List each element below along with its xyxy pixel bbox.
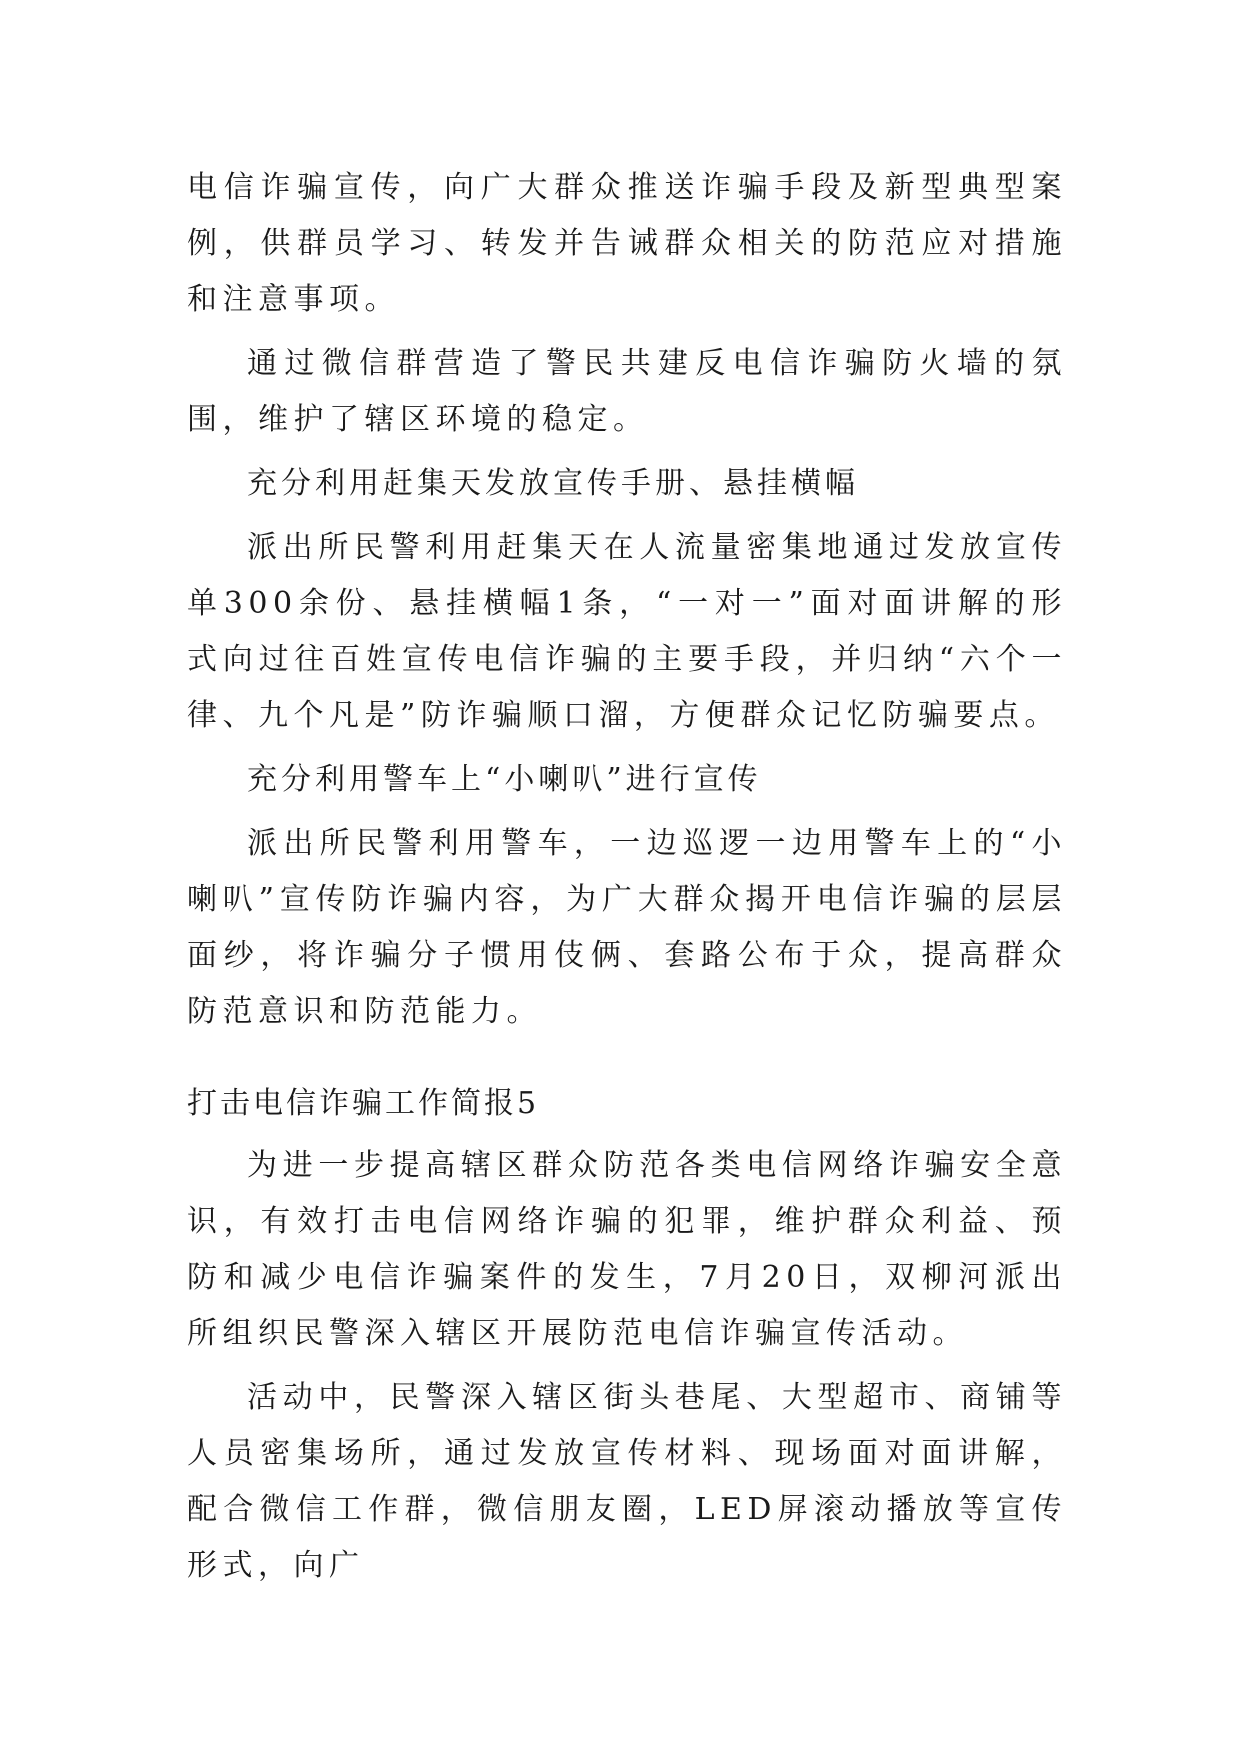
paragraph-wechat-group: 通过微信群营造了警民共建反电信诈骗防火墙的氛围，维护了辖区环境的稳定。	[187, 346, 1067, 437]
paragraph-market-day: 派出所民警利用赶集天在人流量密集地通过发放宣传单300余份、悬挂横幅1条，“一对一”面对面讲解的形式向过往百姓宣传电信诈骗的主要手段，并归纳“六个一律、九个凡是”防诈骗顺口溜，方便群众记忆防骗要点。	[187, 530, 1067, 733]
document-body	[187, 160, 1067, 1602]
paragraph-continuation: 电信诈骗宣传，向广大群众推送诈骗手段及新型典型案例，供群员学习、转发并告诫群众相关的防范应对措施和注意事项。	[187, 170, 1067, 317]
subheading-market-day: 充分利用赶集天发放宣传手册、悬挂横幅	[247, 466, 859, 501]
paragraph-activity: 活动中，民警深入辖区街头巷尾、大型超市、商铺等人员密集场所，通过发放宣传材料、现场面对面讲解，配合微信工作群，微信朋友圈，LED屏滚动播放等宣传形式，向广	[187, 1380, 1067, 1583]
paragraph-intro: 为进一步提高辖区群众防范各类电信网络诈骗安全意识，有效打击电信网络诈骗的犯罪，维护群众利益、预防和减少电信诈骗案件的发生，7月20日，双柳河派出所组织民警深入辖区开展防范电信诈骗宣传活动。	[187, 1148, 1067, 1351]
subheading-loudspeaker: 充分利用警车上“小喇叭”进行宣传	[247, 762, 762, 797]
section-title: 打击电信诈骗工作简报5	[187, 1086, 540, 1121]
paragraph-loudspeaker: 派出所民警利用警车，一边巡逻一边用警车上的“小喇叭”宣传防诈骗内容，为广大群众揭开电信诈骗的层层面纱，将诈骗分子惯用伎俩、套路公布于众，提高群众防范意识和防范能力。	[187, 826, 1067, 1029]
